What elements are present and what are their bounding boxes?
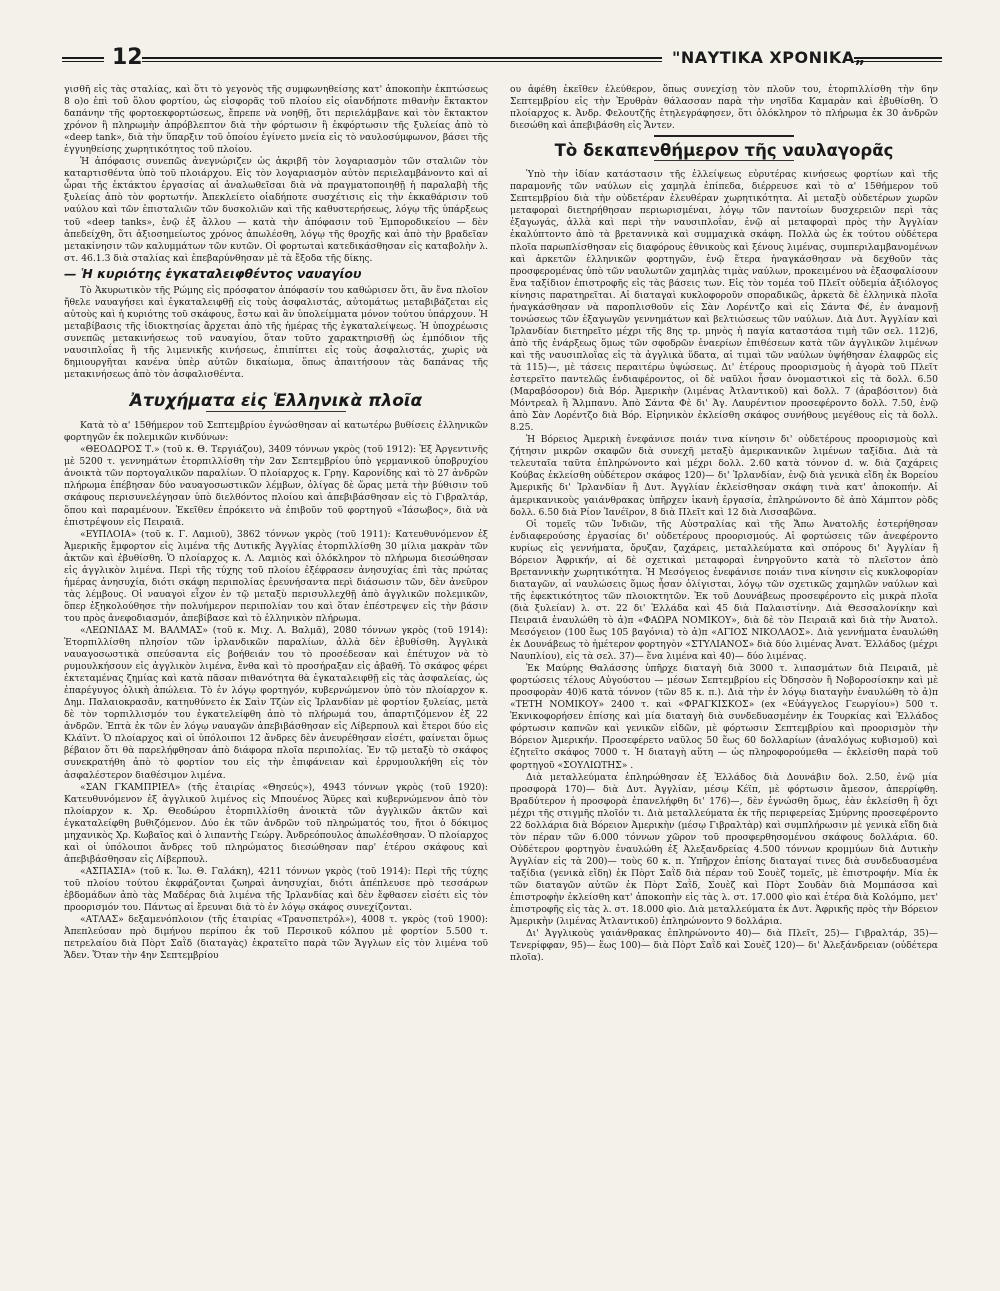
header-rule-middle	[142, 57, 662, 62]
page-header	[62, 45, 942, 75]
heading-divider	[206, 411, 346, 412]
article-paragraph: Δι' Ἀγγλικοὺς γαιάνθρακας ἐπληρώνοντο 40)— διὰ Πλεῖτ, 25)— Γιβραλτάρ, 35)— Τενερίφφαν, 95)— ἕως 100)— διὰ Πὸρτ Σαῒδ καὶ Σουὲζ 120)— δι' Ἀλεξάνδρειαν (οὐδέτερα πλοῖα).	[510, 928, 938, 964]
section-divider	[654, 135, 794, 137]
ship-entry: «ΘΕΟΔΩΡΟΣ Τ.» (τοῦ κ. Θ. Τεργιάζου), 3409 τόννων γκρὸς (τοῦ 1912): Ἐξ Ἀργεντινῆς μὲ 5200 τ. γεννημάτων ἐτορπιλλίσθη τὴν 2αν Σεπτεμβρίου ὑπὸ γερμανικοῦ ὑποβρυχίου ἀνοικτὰ τῶν πορτογαλικῶν παραλίων. Ὁ πλοίαρχος κ. Γρηγ. Καρονίδης καὶ τὸ 27 ἀνδρῶν πλήρωμα ἐπέβησαν δύο ναυαγοσωστικῶν λέμβων, ὀλίγας δὲ ὥρας μετὰ τὴν βύθισιν τοῦ σκάφους περισυνελέγησαν ὑπὸ διελθόντος πλοίου καὶ ἀπεβιβάσθησαν εἰς τὸ Γιβραλτάρ, ὅπου καὶ παραμένουν. Ἐκεῖθεν ἐπρόκειτο νὰ ἐπιβοῦν τοῦ φορτηγοῦ «Ἰάσωβος», διὰ νὰ ἐπιστρέψουν εἰς Πειραιᾶ.	[64, 444, 488, 528]
ship-entry: «ΑΤΛΑΣ» δεξαμενόπλοιον (τῆς ἑταιρίας «Τρανσπετρόλ»), 4008 τ. γκρὸς (τοῦ 1900): Ἀπεπλεύσαν πρὸ διμήνου περίπου ἐκ τοῦ Περσικοῦ κόλπου μὲ φορτίον 5.500 τ. πετρελαίου διὰ Πὸρτ Σαῒδ (διαταγὰς) ἐκρατεῖτο παρὰ τῶν Ἄγγλων εἰς τὸν λιμένα τοῦ Ἄδεν. Ὅταν τὴν 4ην Σεπτεμβρίου	[64, 914, 488, 962]
article-paragraph: Ἡ Βόρειος Ἀμερικὴ ἐνεφάνισε ποιάν τινα κίνησιν δι' οὐδετέρους προορισμοὺς καὶ ζήτησιν μικρῶν σκαφῶν διὰ συνεχῆ μεταξὺ ἀμερικανικῶν λιμένων ταξίδια. Διὰ τὰ τελευταῖα ταῦτα ἐπληρώνοντο καὶ μέχρι δολλ. 2.60 κατὰ τόννον d. w. διὰ ζαχάρεις Κούβας ἐκλείσθη οὐδέτερον σκάφος 120)— δι' Ἰρλανδίαν, ἐνῷ διὰ γενικὰ εἴδη ἐκ Βορείου Ἀμερικῆς δι' Ἰρλανδίαν ἢ Δυτ. Ἀγγλίαν ἐκλείσθησαν σκάφη τινὰ κατ' ἀποκοπήν. Αἱ ἀμερικανικοὺς γαιάνθρακας ὑπῆρχεν ἱκανὴ ἐργασία, ἐπληρώνοντο δὲ ἀπὸ Χάμπτον ρὸδς δολλ. 6.50 διὰ Ρίον Ἰανέϊρον, 8 διὰ Πλεῖτ καὶ 12 διὰ Λισσαβῶνα.	[510, 434, 938, 518]
article-paragraph: Κατὰ τὸ α' 15θήμερον τοῦ Σεπτεμβρίου ἐγνώσθησαν αἱ κατωτέρω βυθίσεις ἑλληνικῶν φορτηγῶν ἐκ πολεμικῶν κινδύνων:	[64, 420, 488, 444]
article-paragraph: Ἐκ Μαύρης Θαλάσσης ὑπῆρχε διαταγὴ διὰ 3000 τ. λιπασμάτων διὰ Πειραιᾶ, μὲ φορτώσεις τέλους Αὐγούστου — μέσων Σεπτεμβρίου εἰς Ὀδησσὸν ἢ Νοβοροσίσκην καὶ μὲ προσφορὰν 40)6 κατὰ τόννον (τῶν 85 κ. π.). Διὰ τὴν ἐν λόγῳ διαταγὴν ἐναυλώθη τὸ ἀ)π «ΤΕΤΗ ΝΟΜΙΚΟΥ» 2400 τ. καὶ «ΦΡΑΓΚΙΣΚΟΣ» (ex «Εὐάγγελος Γεωργίου») 500 τ. Ἐκνικοφορήσεν ἐπίσης καὶ μία διαταγὴ διὰ συνδεδυασμένην ἐκ Τουρκίας καὶ Ἑλλάδος φόρτωσιν καπνῶν καὶ γενικῶν εἰδῶν, μὲ φόρτωσιν Σεπτεμβρίου καὶ προορισμὸν τὴν Βόρειον Ἀμερικήν. Προσεφέρετο ναῦλος 50 ἕως 60 δολλαρίων (ἀναλόγως κυβισμοῦ) καὶ ἐζητεῖτο σκάφος 7000 τ. Ἡ διαταγὴ αὕτη — ὡς πληροφορούμεθα — ἐκλείσθη παρὰ τοῦ φορτηγοῦ «ΣΟΥΛΙΩΤΗΣ» .	[510, 663, 938, 771]
ship-entry: «ΛΕΩΝΙΔΑΣ Μ. ΒΑΛΜΑΣ» (τοῦ κ. Μιχ. Λ. Βαλμᾶ), 2080 τόννων γκρὸς (τοῦ 1914): Ἐτορπιλλίσθη πλησίον τῶν ἰρλανδικῶν παραλίων, ἀλλὰ δὲν ἐβυθίσθη. Ἀγγλικὰ ναυαγοσωστικὰ σπεύσαντα εἰς βοήθειάν του τὸ προσέδεσαν καὶ ἐπέτυχον νὰ τὸ ρυμουλκήσουν εἰς ἀγγλικὸν λιμένα, ἔνθα καὶ τὸ προσήραξαν εἰς ἀβαθῆ. Τὸ σκάφος φέρει ἐκτεταμένας ζημίας καὶ κατὰ πᾶσαν πιθανότητα θὰ ἐγκαταλειφθῇ εἰς τὰς ἀσφαλείας, ὡς ἐπαρέγυγος ὁλικὴ ἀπώλεια. Τὸ ἐν λόγῳ φορτηγόν, κυβερνώμενον ὑπὸ τὸν πλοίαρχον κ. Δημ. Παλαιοκρασᾶν, κατηυθύνετο ἐκ Σαὶν Τζὼν εἰς Ἰρλανδίαν μὲ φορτίον ξυλείας, μετὰ δὲ τὸν τορπιλλισμόν του ἐγκατελείφθη ἀπὸ τὸ πλήρωμά του, ἀπαρτιζόμενον ἐξ 22 ἀνδρῶν. Ἐπτὰ ἐκ τῶν ἐν λόγῳ ναυαγῶν ἀπεβιβάσθησαν εἰς Λίβερπουλ καὶ ἕτεροι δύο εἰς Κλάϊντ. Ὁ πλοίαρχος καὶ οἱ ὑπόλοιποι 12 ἄνδρες δὲν ἀνευρέθησαν εἰσέτι, φαίνεται ὅμως βέβαιον ὅτι θὰ παρελήφθησαν ἀπὸ διάφορα πλοῖα περιπολίας. Ἐν τῷ μεταξὺ τὸ σκάφος συνεκρατήθη ἀπὸ τὸ φορτίον του εἰς τὴν ἐπιφάνειαν καὶ ἐρρυμουλκήθη εἰς τὸν ἀσφαλέστερον διαθέσιμον λιμένα.	[64, 624, 488, 781]
heading-divider	[654, 160, 794, 161]
magazine-title: "ΝΑΥΤΙΚΑ ΧΡΟΝΙΚΑ„	[672, 48, 866, 67]
article-paragraph: Οἱ τομεῖς τῶν Ἰνδιῶν, τῆς Αὐστραλίας καὶ τῆς Ἄπω Ἀνατολῆς ἐστερήθησαν ἐνδιαφερούσης ἐργασίας δι' οὐδετέρους προορισμούς. Αἱ φορτώσεις τῶν ἀνεφέροντο κυρίως εἰς γεννήματα, ὄρυζαν, ζαχάρεις, μεταλλεύματα καὶ σπόρους δι' Ἀγγλίαν ἢ Βόρειον Ἀφρικήν, αἱ δὲ σχετικαὶ μεταφοραὶ ἐνηργοῦντο κατὰ τὸ πλεῖστον ἀπὸ Βρεταννικὴν χωρητικότητα. Ἡ Μεσόγειος ἐνεφάνισε ποιάν τινα κίνησιν εἰς κυκλοφορίαν διαταγῶν, αἱ ναυλώσεις ὅμως ἦσαν ὀλίγισται, λόγῳ τῶν σχετικῶς χαμηλῶν ναύλων καὶ τῆς ἐφεκτικότητος τῶν πλοιοκτητῶν. Ἐκ τοῦ Δουνάβεως προσεφέροντο εἰς μικρὰ πλοῖα (διὰ ξυλείαν) λ. στ. 22 δι' Ἑλλάδα καὶ 45 διὰ Παλαιστίνην. Διὰ Θεσσαλονίκην καὶ Πειραιᾶ ἐναυλώθη τὸ ἀ)π «ΦΑΩΡΑ ΝΟΜΙΚΟΥ», διὰ δὲ τὸν Πειραιᾶ καὶ διὰ τὴν Ἀνατολ. Μεσόγειον (100 ἕως 105 βαγόνια) τὸ ἀ)π «ΑΓΙΟΣ ΝΙΚΟΛΑΟΣ». Διὰ γεννήματα ἐναυλώθη ἐκ Δουνάβεως τὸ ἡμέτερον φορτηγὸν «ΣΤΥΛΙΑΝΟΣ» διὰ δύο λιμένας Ἀνατ. Ἑλλάδος (μέχρι Ναυπλίου), εἰς τὰ σελ. 37)— ἕνα λιμένα καὶ 40)— δύο λιμένας.	[510, 518, 938, 663]
header-rule-right	[854, 57, 942, 62]
article-paragraph: Ὑπὸ τὴν ἰδίαν κατάστασιν τῆς ἐλλείψεως εὐρυτέρας κινήσεως φορτίων καὶ τῆς παραμονῆς τῶν ναύλων εἰς χαμηλὰ ἐπίπεδα, διέρρευσε καὶ τὸ α' 15θήμερον τοῦ Σεπτεμβρίου διὰ τὴν οὐδετέραν ἐλευθέραν χωρητικότητα. Αἱ μεταξὺ οὐδετέρων χωρῶν μεταφοραὶ διετηρήθησαν περιωρισμέναι, λόγῳ τῶν παντοίων δυσχερειῶν περὶ τὰς ἐξαγωγάς, ἀλλὰ καὶ περὶ τὴν ναυσιπλοΐαν, ἐνῷ αἱ μεταφοραὶ πρὸς τὴν Ἀγγλίαν ἐκαλύπτοντο ἀπὸ τὰ βρεταννικὰ καὶ συμμαχικὰ σκάφη. Πολλὰ ὡς ἐκ τούτου οὐδέτερα πλοῖα παρωπλίσθησαν εἰς διαφόρους ἐθνικοὺς καὶ ξένους λιμένας, συμπεριλαμβανομένων καὶ ἀρκετῶν ἑλληνικῶν φορτηγῶν, ἐνῷ ἕτερα ἠναγκάσθησαν νὰ δεχθοῦν τὰς προσφερομένας ὑπὸ τῶν ναυλωτῶν χαμηλὰς τιμὰς ναύλων, προκειμένου νὰ ἐξασφαλίσουν ἕνα ταξίδιον ἐπιστροφῆς εἰς τὰς βάσεις των. Εἰς τὸν τομέα τοῦ Πλεῖτ οὐδεμία ἀξιόλογος κίνησις παρατηρεῖται. Αἱ διαταγαὶ κυκλοφοροῦν σποραδικῶς, ἀρκετὰ δὲ ἑλληνικὰ πλοῖα ἠναγκάσθησαν νὰ παροπλισθοῦν εἰς Σὰν Λορέντζο καὶ εἰς Σάντα Φέ, ἐν ἀναμονῇ τονώσεως τῶν ἐξαγωγῶν γεννημάτων καὶ βελτιώσεως τῶν ναύλων. Διὰ Δυτ. Ἀγγλίαν καὶ Ἰρλανδίαν διετηρεῖτο μέχρι τῆς 8ης τρ. μηνὸς ἡ παγία καταστάσα τιμὴ τῶν σελ. 112)6, ἀπὸ τῆς ἐνάρξεως ὅμως τῶν σφοδρῶν ἐναερίων ἐπιθέσεων κατὰ τῶν ἀγγλικῶν λιμένων καὶ τῆς ναυσιπλοΐας εἰς τὰ ἀγγλικὰ ὕδατα, αἱ τιμαὶ τῶν ναύλων ὑψήθησαν ἐλαφρῶς εἰς τὰ 115)—, μὲ τάσεις περαιτέρω ὑψώσεως. Δι' ἑτέρους προορισμοὺς ἡ ἀγορὰ τοῦ Πλεῖτ ἐστερεῖτο παντελῶς ἐνδιαφέροντος, οἱ δὲ ναῦλοι ἦσαν ὀνομαστικοὶ εἰς τὰ δολλ. 6.50 (Μαραβόσορον) διὰ Βόρ. Ἀμερικὴν (λιμένας Ἀτλαντικοῦ) καὶ δολλ. 7 (ἀραβόσιτον) διὰ Μόντρεαλ ἢ Ἄλμπανυ. Ἀπὸ Σάντα Φὲ δι' Ἁγ. Λαυρέντιον προσεφέροντο δολλ. 7.50, ἐνῷ ἀπὸ Σὰν Λορέντζο διὰ Βόρ. Εἰρηνικὸν ἐκλείσθη σκάφος συνήθους μεγέθους εἰς τὰ δολλ. 8.25.	[510, 169, 938, 434]
accidents-heading: Ἀτυχήματα εἰς Ἑλληνικὰ πλοῖα	[129, 391, 423, 412]
right-column	[510, 84, 938, 964]
left-column	[64, 84, 488, 962]
page-number: 12	[112, 45, 143, 70]
header-rule-left	[62, 57, 104, 62]
article-paragraph: Τὸ Ἀκυρωτικὸν τῆς Ρώμης εἰς πρόσφατον ἀπόφασίν του καθώρισεν ὅτι, ἂν ἕνα πλοῖον ἤθελε ναυαγήσει καὶ ἐγκαταλειφθῇ εἰς τοὺς ἀσφαλιστάς, αὐτομάτως μεταβιβάζεται εἰς αὐτοὺς καὶ ἡ κυριότης τοῦ σκάφους, ἔστω καὶ ἂν ὑπολείμματα μόνον τούτου ὑπάρχουν. Ἡ μεταβίβασις τῆς ἰδιοκτησίας ἄρχεται ἀπὸ τῆς ἡμέρας τῆς ἐγκαταλείψεως. Ἡ ὑποχρέωσις συνεπῶς μετακινήσεως τοῦ ναυαγίου, ὅταν τοῦτο χαρακτηρισθῇ ὡς ἐμπόδιον τῆς ναυσιπλοΐας ἢ τῆς λιμενικῆς κινήσεως, ἐπιπίπτει εἰς τοὺς ἀσφαλιστάς, χωρὶς νὰ δημιουργῆται κανένα ὑπὲρ αὐτῶν δικαίωμα, ὅπως ἀπαιτήσουν τὰς δαπάνας τῆς μετακινήσεως ἀπὸ τὸν ἀσφαλισθέντα.	[64, 284, 488, 381]
article-paragraph: Διὰ μεταλλεύματα ἐπληρώθησαν ἐξ Ἑλλάδος διὰ Δουνάβιν δολ. 2.50, ἐνῷ μία προσφορὰ 170)— διὰ Δυτ. Ἀγγλίαν, μέσῳ Κέϊπ, μὲ φόρτωσιν ἄμεσον, ἀπερρίφθη. Βραδύτερον ἡ προσφορὰ ἐπανελήφθη δι' 176)—, δὲν ἐγνώσθη ὅμως, ἐὰν ἐκλείσθη ἢ ὄχι μέχρι τῆς στιγμῆς πλοῖόν τι. Διὰ μεταλλεύματα ἐκ τῆς περιφερείας Σμύρνης προσεφέροντο 22 δολλάρια διὰ Βόρειον Ἀμερικὴν (μέσῳ Γιβραλτὰρ) καὶ συμπλήρωσιν μὲ γενικὰ εἴδη διὰ τὸν πέραν τῶν 6.000 τόννων χῶρον τοῦ προσφερθησομένου σκάφους δολλάρια. 60. Οὐδέτερον φορτηγὸν ἐναυλώθη ἐξ Ἀλεξανδρείας 4.500 τόννων κρομμύων διὰ Δυτικὴν Ἀγγλίαν εἰς τὰ 200)— τοὺς 60 κ. π. Ὑπῆρχον ἐπίσης διαταγαί τινες διὰ συνδεδυασμένα ταξίδια (γενικὰ εἴδη) ἐκ Πὸρτ Σαῒδ διὰ πέραν τοῦ Σουὲζ τομεῖς, μὲ ἐπιστροφήν. Μία ἐκ τῶν διαταγῶν αὐτῶν ἐκ Πὸρτ Σαῒδ, Σουὲζ καὶ Πὸρτ Σουδὰν διὰ Μομπάσσα καὶ ἐπιστροφὴν ἐκλείσθη κατ' ἀποκοπὴν εἰς τὰς λ. στ. 17.000 φὶο καὶ ἑτέρα διὰ Κολόμπο, μετ' ἐπιστροφῆς εἰς τὰς λ. στ. 18.000 φὶο. Διὰ μεταλλεύματα ἐκ Δυτ. Ἀφρικῆς πρὸς τὴν Βόρειον Ἀμερικὴν (λιμένας Ἀτλαντικοῦ) ἐπληρώνοντο 9 δολλάρια.	[510, 771, 938, 928]
article-paragraph: Ἡ ἀπόφασις συνεπῶς ἀνεγνώριζεν ὡς ἀκριβῆ τὸν λογαριασμὸν τῶν σταλιῶν τὸν καταρτισθέντα ὑπὸ τοῦ πλοιάρχου. Εἰς τὸν λογαριασμὸν αὐτὸν περιελαμβάνοντο καὶ αἱ ὧραι τῆς ἐκτάκτου ἐργασίας αἱ ἀναλωθεῖσαι διὰ νὰ πραγματοποιηθῇ ἡ παραλαβὴ τῆς ξυλείας ἀπὸ τὸν φορτωτήν. Ἀπεκλείετο οἱαδήποτε συσχέτισις εἰς τὴν ἐκκαθάρισιν τοῦ ναύλου καὶ τῶν ἐπισταλιῶν τῶν δυσκολιῶν καὶ τῆς καθυστερήσεως, λόγῳ τῆς ὑπάρξεως τοῦ «deep tanks», ἐνῷ ἐξ ἄλλου — κατὰ τὴν ἀπόφασιν τοῦ Ἐμποροδικείου — δὲν ἀπεδείχθη, ὅτι ἀξιοσημείωτος χρόνος ἀπωλέσθη, λόγῳ τῆς θροχῆς καὶ ἀπὸ τὴν βραδεῖαν μετακίνησιν τῶν καλυμμάτων τῶν κυτῶν. Οἱ φορτωταὶ κατεδικάσθησαν εἰς καταβολὴν λ. στ. 46.1.3 διὰ σταλίας καὶ ἐπεβαρύνθησαν μὲ τὰ ἔξοδα τῆς δίκης.	[64, 156, 488, 264]
ship-entry: «ΕΥΠΛΟΙΑ» (τοῦ κ. Γ. Λαμιοῦ), 3862 τόννων γκρὸς (τοῦ 1911): Κατευθυνόμενον ἐξ Ἀμερικῆς ἔμφορτον εἰς λιμένα τῆς Δυτικῆς Ἀγγλίας ἐτορπιλλίσθη 30 μίλια μακρὰν τῶν ἀκτῶν καὶ ἐβυθίσθη. Ὁ πλοίαρχος κ. Λ. Λαμιὸς καὶ ὁλόκληρον τὸ πλήρωμα διεσώθησαν εἰς ἀγγλικὸν λιμένα. Περὶ τῆς τύχης τοῦ πλοίου ἐξέφρασεν ἀνησυχίας ἐπὶ τὰς πρώτας ἡμέρας ἀνησυχία, διότι σκάφη περιπολίας ἐρευνήσαντα περὶ διάσωσιν τῶν, δὲν ἀνεῦρον τὰς λέμβους. Οἱ ναυαγοὶ εἶχον ἐν τῷ μεταξὺ περισυλλεχθῇ ἀπὸ ἀγγλικῶν πολεμικῶν, ὅπερ ἐξηκολούθησε τὴν πολυήμερον περιπολίαν του καὶ ὅταν ἐπέστρεψεν εἰς τὴν βάσιν του πρὸς ἀνεφοδιασμόν, ἀπεβίβασε καὶ τὸ ἑλληνικὸν πλήρωμα.	[64, 528, 488, 624]
ship-entry: «ΑΣΠΑΣΙΑ» (τοῦ κ. Ἰω. Θ. Γαλάκη), 4211 τόννων γκρὸς (τοῦ 1914): Περὶ τῆς τύχης τοῦ πλοίου τούτου ἐκφράζονται ζωηραὶ ἀνησυχίαι, διότι ἀπέπλευσε πρὸ τεσσάρων ἑβδομάδων ἀπὸ τὰς Μαδέρας διὰ λιμένα τῆς Ἰρλανδίας καὶ δὲν ἔφθασεν εἰσέτι εἰς τὸν προορισμόν του. Πάντως αἱ ἔρευναι διὰ τὸ ἐν λόγῳ σκάφος συνεχίζονται.	[64, 865, 488, 914]
article-paragraph: ου ἀφέθη ἐκεῖθεν ἐλεύθερον, ὅπως συνεχίσῃ τὸν πλοῦν του, ἐτορπιλλίσθη τὴν 6ην Σεπτεμβρίου εἰς τὴν Ἐρυθρὰν θάλασσαν παρὰ τὴν νησῖδα Καμαρὰν καὶ ἐβυθίσθη. Ὁ πλοίαρχος κ. Ἀνδρ. Φελουτζῆς ἐτηλεγράφησεν, ὅτι ὁλόκληρον τὸ πλήρωμα ἐκ 30 ἀνδρῶν διεσώθη καὶ ἀπεβιβάσθη εἰς Ἄντεν.	[510, 84, 938, 132]
freight-market-heading: Τὸ δεκαπενθήμερον τῆς ναυλαγορᾶς	[554, 141, 894, 161]
ownership-heading: — Ἡ κυριότης ἐγκαταλειφθέντος ναυαγίου	[64, 265, 362, 281]
ship-entry: «ΣΑΝ ΓΚΑΜΠΡΙΕΛ» (τῆς ἑταιρίας «Θησεύς»), 4943 τόννων γκρὸς (τοῦ 1920): Κατευθυνόμενον ἐξ ἀγγλικοῦ λιμένος εἰς Μπουένος Ἄϋρες καὶ κυβερνώμενον ἀπὸ τὸν πλοίαρχον κ. Χρ. Θεοδώρου ἐτορπιλλίσθη ἀνοικτὰ τῶν ἀγγλικῶν ἀκτῶν καὶ ἐγκαταλείφθη βυθιζόμενον. Δύο ἐκ τῶν ἀνδρῶν τοῦ πληρώματός του, ἤτοι ὁ δόκιμος μηχανικὸς Χρ. Κωβαῖος καὶ ὁ λιπαντὴς Γεώργ. Ἀνδρεόπουλος ἀπωλέσθησαν. Ὁ πλοίαρχος καὶ οἱ ὑπόλοιποι ἄνδρες τοῦ πληρώματος διεσώθησαν παρ' ἑτέρου σκάφους καὶ ἀπεβιβάσθησαν εἰς Λίβερπουλ.	[64, 781, 488, 865]
article-paragraph: γισθῆ εἰς τὰς σταλίας, καὶ ὅτι τὸ γεγονὸς τῆς συμφωνηθείσης κατ' ἀποκοπὴν ἐκπτώσεως 8 ο)ο ἐπὶ τοῦ ὅλου φορτίου, ὡς εἰσφορᾶς τοῦ πλοίου εἰς οἱανδήποτε πιθανὴν ἔκτακτον δαπάνην τῆς φορτοεκφορτώσεως, ἔπρεπε νὰ νοηθῇ, ὅτι περιελάμβανε καὶ τὸν ἔκτακτον χρόνον ἢ πληρωμὴν ἀπρόβλεπτον διὰ τὴν φόρτωσιν ἢ ἐκφόρτωσιν τῆς ξυλείας ἀπὸ τὸ «deep tank», διὰ τὴν ὕπαρξιν τοῦ ὁποίου ἐγίνετο μνεία εἰς τὸ ναυλοσύμφωνον, βάσει τῆς ἐγγυηθείσης χωρητικότητος τοῦ πλοίου.	[64, 84, 488, 156]
